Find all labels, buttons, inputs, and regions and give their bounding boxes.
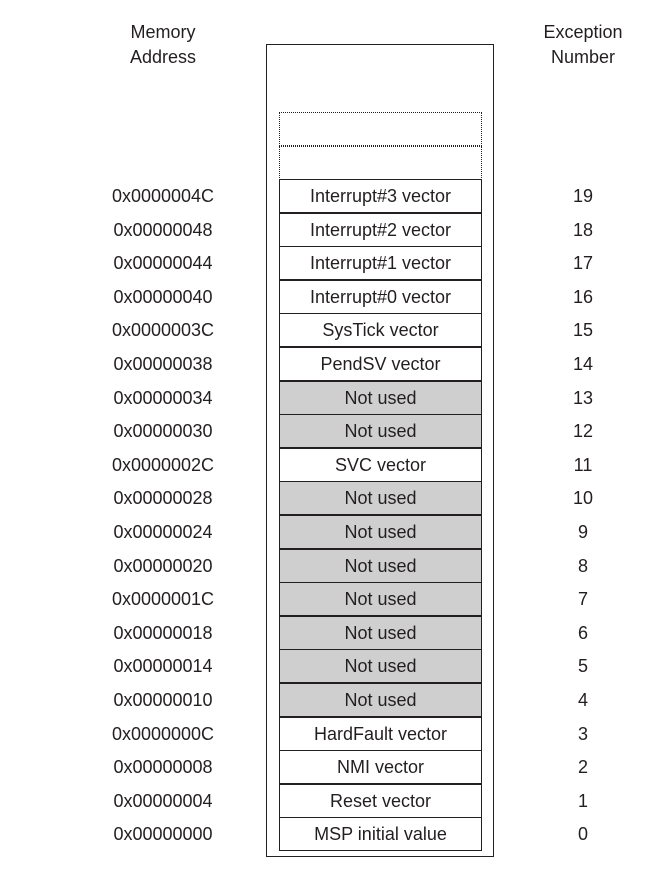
vector-table-row (0, 683, 656, 717)
memory-address: 0x00000014 (113, 656, 213, 677)
memory-address: 0x0000003C (111, 320, 215, 341)
memory-address: 0x00000020 (113, 555, 213, 576)
vector-entry: Interrupt#0 vector (279, 280, 482, 314)
memory-address-header (88, 20, 238, 70)
vector-table-row (0, 515, 656, 549)
vector-table-row (0, 649, 656, 683)
vector-table-row (0, 313, 656, 347)
memory-address: 0x00000008 (113, 757, 213, 778)
exception-number: 3 (577, 723, 588, 744)
vector-table-row (0, 750, 656, 784)
memory-address: 0x00000038 (113, 354, 213, 374)
vector-entry: Interrupt#3 vector (279, 179, 482, 213)
exception-number: 0 (577, 824, 588, 845)
memory-address-header-line2: Address (129, 47, 197, 67)
vector-table-row (0, 582, 656, 616)
exception-number: 13 (572, 387, 594, 408)
unused-vector-entry: Not used (279, 616, 482, 650)
memory-address: 0x00000044 (113, 253, 213, 274)
memory-address: 0x0000002C (111, 454, 215, 475)
vector-table-row (0, 280, 656, 314)
vector-table-row (0, 549, 656, 583)
vector-entry: Interrupt#1 vector (279, 246, 482, 280)
exception-number: 19 (572, 186, 594, 206)
vector-table-row (0, 246, 656, 280)
empty-vector-slot (279, 112, 482, 146)
memory-address: 0x0000001C (111, 589, 215, 610)
vector-table-row (0, 481, 656, 515)
vector-entry: NMI vector (279, 750, 482, 784)
exception-number: 7 (577, 589, 588, 610)
exception-number: 14 (572, 354, 594, 374)
vector-entry: Interrupt#2 vector (279, 213, 482, 247)
vector-table-row (0, 784, 656, 818)
vector-entry: HardFault vector (279, 717, 482, 751)
unused-vector-entry: Not used (279, 649, 482, 683)
memory-address: 0x00000048 (113, 219, 213, 240)
exception-number-header-line1: Exception (543, 22, 623, 42)
exception-number: 6 (577, 622, 588, 643)
empty-vector-slot (279, 146, 482, 180)
memory-address: 0x00000024 (113, 522, 213, 542)
memory-address: 0x00000028 (113, 488, 213, 509)
memory-address: 0x00000040 (113, 286, 213, 307)
vector-entry: SVC vector (279, 448, 482, 482)
exception-number: 12 (572, 421, 594, 442)
vector-entry: SysTick vector (279, 313, 482, 347)
memory-address: 0x0000000C (111, 723, 215, 744)
vector-table-row (0, 381, 656, 415)
unused-vector-entry: Not used (279, 515, 482, 549)
exception-number: 5 (577, 656, 588, 677)
unused-vector-entry: Not used (279, 414, 482, 448)
unused-vector-entry: Not used (279, 582, 482, 616)
memory-address: 0x00000000 (113, 824, 213, 845)
exception-number: 16 (572, 286, 594, 307)
vector-table-row (0, 347, 656, 381)
memory-address: 0x00000034 (113, 387, 213, 408)
vector-entry: Reset vector (279, 784, 482, 818)
vector-entry: MSP initial value (279, 817, 482, 851)
unused-vector-entry: Not used (279, 481, 482, 515)
memory-address: 0x00000030 (113, 421, 213, 442)
exception-number: 9 (577, 522, 588, 542)
exception-number: 17 (572, 253, 594, 274)
vector-table-row (0, 179, 656, 213)
vector-entry: PendSV vector (279, 347, 482, 381)
exception-number: 11 (573, 454, 593, 475)
exception-number: 2 (577, 757, 588, 778)
exception-number: 15 (572, 320, 594, 341)
vector-table-row (0, 717, 656, 751)
vector-table-row (0, 213, 656, 247)
exception-number: 18 (572, 219, 594, 240)
exception-number-header (508, 20, 656, 70)
exception-number: 8 (577, 555, 588, 576)
unused-vector-entry: Not used (279, 683, 482, 717)
vector-table-row (0, 616, 656, 650)
exception-number: 10 (572, 488, 594, 509)
memory-address: 0x00000018 (113, 622, 213, 643)
vector-table-row (0, 817, 656, 851)
exception-number-header-line2: Number (550, 47, 616, 67)
memory-address-header-line1: Memory (130, 22, 196, 42)
memory-address: 0x0000004C (111, 186, 215, 206)
unused-vector-entry: Not used (279, 381, 482, 415)
memory-address: 0x00000004 (113, 790, 213, 811)
memory-address: 0x00000010 (113, 690, 213, 710)
exception-number: 4 (577, 690, 588, 710)
vector-table-row (0, 448, 656, 482)
vector-table-row (0, 414, 656, 448)
exception-number: 1 (577, 790, 588, 811)
unused-vector-entry: Not used (279, 549, 482, 583)
